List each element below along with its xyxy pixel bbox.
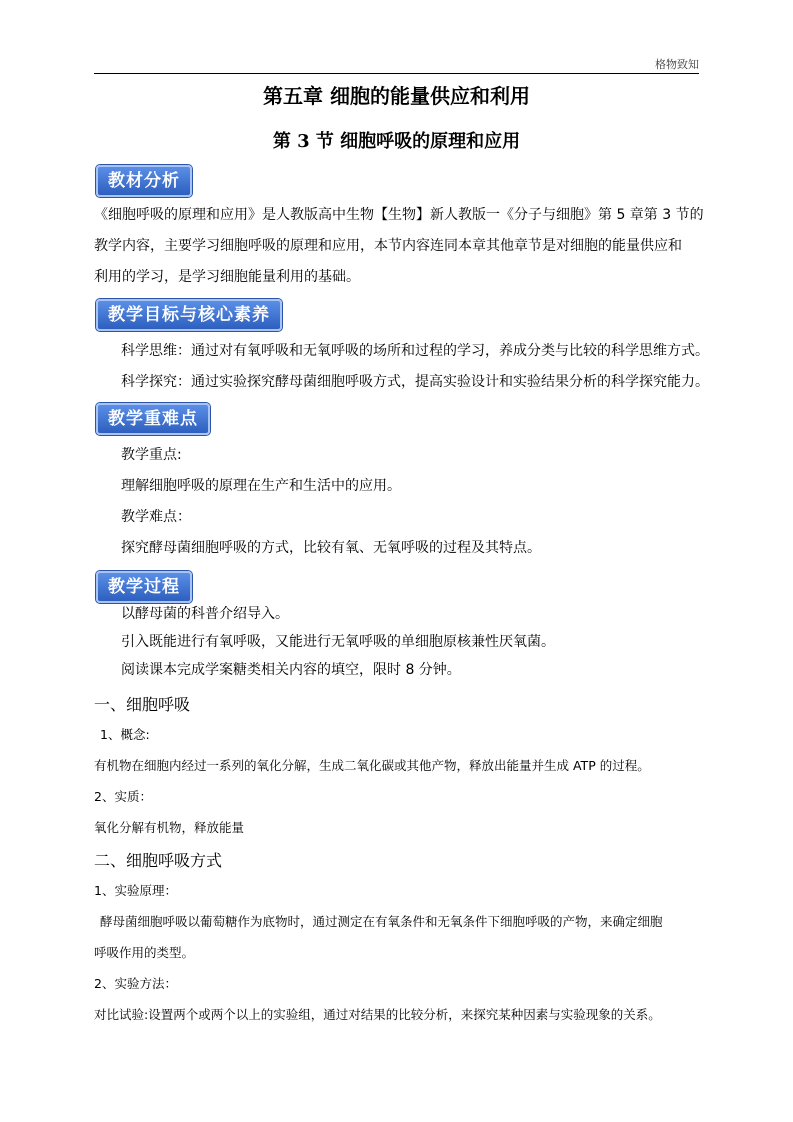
essence-label: 2、实质： [94,789,152,804]
difficult-point-label: 教学难点： [121,509,191,525]
badge-teaching-process: 教学过程 [96,571,192,603]
process-line-1: 以酵母菌的科普介绍导入。 [121,606,289,622]
heading-respiration-methods: 二、细胞呼吸方式 [94,851,223,870]
concept-label: 1、概念: [100,727,150,742]
badge-teaching-goals: 教学目标与核心素养 [96,299,282,331]
principle-label: 1、实验原理： [94,883,177,898]
method-label: 2、实验方法： [94,976,177,991]
goal-scientific-thinking: 科学思维：通过对有氧呼吸和无氧呼吸的场所和过程的学习，养成分类与比较的科学思维方式。 [121,343,709,359]
page-header: 格物致知 [655,58,699,71]
concept-text: 有机物在细胞内经过一系列的氧化分解，生成二氧化碳或其他产物，释放出能量并生成 ATP 的过程。 [94,758,650,773]
analysis-line-3: 利用的学习，是学习细胞能量利用的基础。 [94,269,360,285]
section-title: 第 3 节 细胞呼吸的原理和应用 [272,131,521,152]
process-line-3: 阅读课本完成学案糖类相关内容的填空，限时 8 分钟。 [121,662,461,678]
principle-line-2: 呼吸作用的类型。 [94,945,195,960]
process-line-2: 引入既能进行有氧呼吸，又能进行无氧呼吸的单细胞原核兼性厌氧菌。 [121,634,555,650]
badge-textbook-analysis: 教材分析 [96,165,192,197]
heading-cell-respiration: 一、细胞呼吸 [94,695,191,714]
analysis-line-1: 《细胞呼吸的原理和应用》是人教版高中生物【生物】新人教版一《分子与细胞》第 5 章第 3 节的 [94,207,704,223]
essence-text: 氧化分解有机物，释放能量 [94,820,245,835]
key-point-label: 教学重点: [121,447,182,463]
analysis-line-2: 教学内容，主要学习细胞呼吸的原理和应用，本节内容连同本章其他章节是对细胞的能量供应和 [94,238,682,254]
principle-line-1: 酵母菌细胞呼吸以葡萄糖作为底物时，通过测定在有氧条件和无氧条件下细胞呼吸的产物，来确定细胞 [100,914,663,929]
header-divider [94,73,699,74]
badge-key-difficult-points: 教学重难点 [96,403,210,435]
chapter-title: 第五章 细胞的能量供应和利用 [263,84,530,108]
key-point-text: 理解细胞呼吸的原理在生产和生活中的应用。 [121,478,401,494]
difficult-point-text: 探究酵母菌细胞呼吸的方式，比较有氧、无氧呼吸的过程及其特点。 [121,540,541,556]
goal-scientific-inquiry: 科学探究：通过实验探究酵母菌细胞呼吸方式，提高实验设计和实验结果分析的科学探究能力。 [121,374,709,390]
method-text: 对比试验:设置两个或两个以上的实验组，通过对结果的比较分析，来探究某种因素与实验现象的关系。 [94,1007,661,1022]
